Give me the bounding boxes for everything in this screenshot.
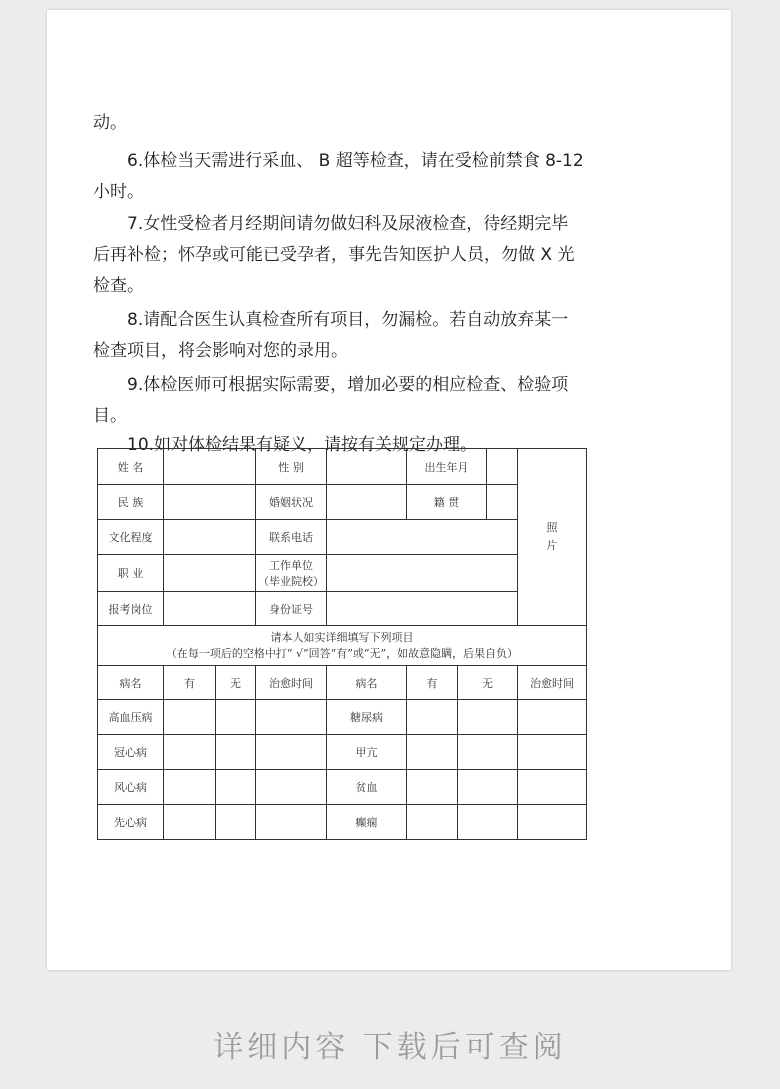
cure-time-field[interactable]	[518, 770, 587, 805]
form-row	[98, 555, 587, 592]
paragraph-text: 10.如对体检结果有疑义，请按有关规定办理。	[127, 435, 478, 455]
form-row	[98, 592, 587, 626]
name-field[interactable]	[164, 449, 256, 485]
table-row	[98, 770, 587, 805]
paragraph-text: 6.体检当天需进行采血、 B 超等检查，请在受检前禁食 8-12	[127, 151, 584, 171]
paragraph-text: 8.请配合医生认真检查所有项目，勿漏检。若自动放弃某一	[127, 310, 569, 330]
yes-checkbox[interactable]	[407, 735, 458, 770]
yes-checkbox[interactable]	[407, 770, 458, 805]
photo-label: 照	[546, 521, 558, 534]
education-field[interactable]	[164, 520, 256, 555]
cure-time-field[interactable]	[256, 770, 327, 805]
yes-checkbox[interactable]	[164, 735, 216, 770]
cure-time-field[interactable]	[518, 700, 587, 735]
paragraph-text: 小时。	[93, 182, 144, 202]
notice-title: 请本人如实详细填写下列项目	[270, 630, 414, 644]
photo-box	[518, 449, 587, 626]
label-ethnicity: 民 族	[98, 485, 164, 520]
notice-instruction: （在每一项后的空格中打“ √”回答“有”或“无”，如故意隐瞒，后果自负）	[165, 646, 519, 660]
label-occupation: 职 业	[98, 555, 164, 592]
form-row	[98, 485, 587, 520]
notice-row	[98, 626, 587, 666]
cure-time-field[interactable]	[256, 700, 327, 735]
paragraph-item-8	[93, 305, 593, 367]
no-checkbox[interactable]	[216, 805, 256, 840]
label-education: 文化程度	[98, 520, 164, 555]
no-checkbox[interactable]	[458, 770, 518, 805]
cure-time-field[interactable]	[518, 805, 587, 840]
birth-field[interactable]	[487, 449, 518, 485]
table-row	[98, 735, 587, 770]
yes-checkbox[interactable]	[407, 700, 458, 735]
label-marital: 婚姻状况	[256, 485, 327, 520]
idcard-field[interactable]	[327, 592, 518, 626]
disease-name: 糖尿病	[327, 700, 407, 735]
photo-label: 片	[546, 539, 558, 552]
cure-time-field[interactable]	[518, 735, 587, 770]
paragraph-text: 9.体检医师可根据实际需要，增加必要的相应检查、检验项	[127, 375, 569, 395]
position-field[interactable]	[164, 592, 256, 626]
phone-field[interactable]	[327, 520, 518, 555]
label-workplace	[256, 555, 327, 592]
form-row	[98, 520, 587, 555]
disease-name: 先心病	[98, 805, 164, 840]
yes-checkbox[interactable]	[164, 805, 216, 840]
paragraph-item-6	[93, 146, 593, 208]
paragraph-text: 后再补检；怀孕或可能已受孕者，事先告知医护人员，勿做 X 光	[93, 245, 575, 265]
yes-checkbox[interactable]	[164, 700, 216, 735]
paragraph-text: 7.女性受检者月经期间请勿做妇科及尿液检查，待经期完毕	[127, 214, 569, 234]
col-cure-right: 治愈时间	[518, 666, 587, 700]
no-checkbox[interactable]	[458, 700, 518, 735]
origin-field[interactable]	[487, 485, 518, 520]
ethnicity-field[interactable]	[164, 485, 256, 520]
workplace-label: 工作单位	[269, 559, 313, 572]
paragraph-continuation	[93, 108, 593, 139]
no-checkbox[interactable]	[458, 735, 518, 770]
paragraph-item-7	[93, 209, 593, 302]
paragraph-text: 检查。	[93, 276, 144, 296]
occupation-field[interactable]	[164, 555, 256, 592]
paragraph-text: 动。	[93, 113, 127, 133]
table-row	[98, 805, 587, 840]
col-no-right: 无	[458, 666, 518, 700]
gender-field[interactable]	[327, 449, 407, 485]
paragraph-text: 目。	[93, 406, 127, 426]
label-position: 报考岗位	[98, 592, 164, 626]
col-yes-left: 有	[164, 666, 216, 700]
cure-time-field[interactable]	[256, 735, 327, 770]
no-checkbox[interactable]	[458, 805, 518, 840]
no-checkbox[interactable]	[216, 770, 256, 805]
workplace-field[interactable]	[327, 555, 518, 592]
col-yes-right: 有	[407, 666, 458, 700]
marital-field[interactable]	[327, 485, 407, 520]
disease-header-row	[98, 666, 587, 700]
paragraph-item-9	[93, 370, 593, 432]
label-gender: 性 别	[256, 449, 327, 485]
disease-name: 冠心病	[98, 735, 164, 770]
no-checkbox[interactable]	[216, 735, 256, 770]
label-phone: 联系电话	[256, 520, 327, 555]
col-disease-right: 病名	[327, 666, 407, 700]
yes-checkbox[interactable]	[407, 805, 458, 840]
label-origin: 籍 贯	[407, 485, 487, 520]
label-name: 姓 名	[98, 449, 164, 485]
disease-name: 甲亢	[327, 735, 407, 770]
label-birth: 出生年月	[407, 449, 487, 485]
col-no-left: 无	[216, 666, 256, 700]
table-row	[98, 700, 587, 735]
label-idcard: 身份证号	[256, 592, 327, 626]
col-cure-left: 治愈时间	[256, 666, 327, 700]
yes-checkbox[interactable]	[164, 770, 216, 805]
disease-name: 癫痫	[327, 805, 407, 840]
medical-form-table	[97, 448, 587, 840]
col-disease-left: 病名	[98, 666, 164, 700]
download-hint: 详细内容 下载后可查阅	[213, 1030, 567, 1065]
disease-name: 贫血	[327, 770, 407, 805]
disease-name: 风心病	[98, 770, 164, 805]
cure-time-field[interactable]	[256, 805, 327, 840]
disease-name: 高血压病	[98, 700, 164, 735]
notice-cell	[98, 626, 587, 666]
no-checkbox[interactable]	[216, 700, 256, 735]
paragraph-text: 检查项目，将会影响对您的录用。	[93, 341, 348, 361]
form-row	[98, 449, 587, 485]
workplace-sub-label: （毕业院校）	[258, 575, 324, 588]
